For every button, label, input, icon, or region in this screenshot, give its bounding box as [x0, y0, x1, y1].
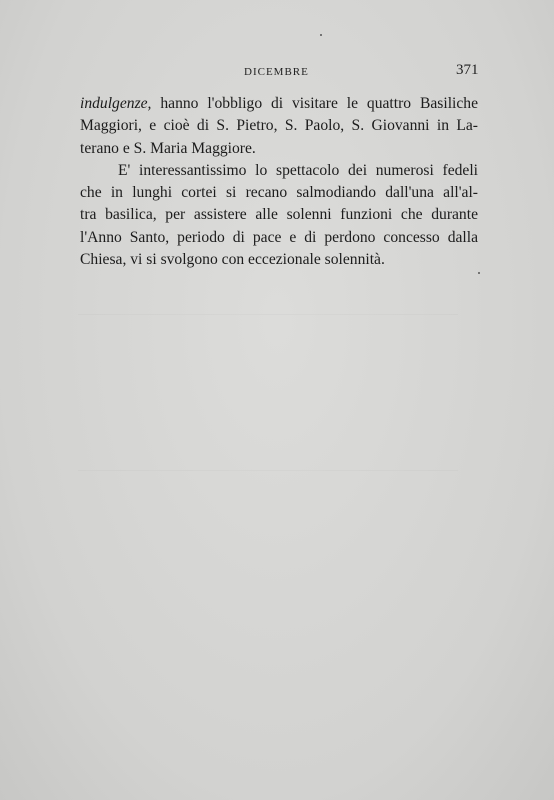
page-number: 371: [456, 62, 479, 78]
text-line: Maggiori, e cioè di S. Pietro, S. Paolo, S. Giovanni in La-: [80, 117, 478, 135]
paragraph-1: [80, 93, 478, 160]
paragraph-2: [80, 160, 478, 271]
italic-word: indulgenze,: [80, 95, 152, 112]
text-line: E' interessantissimo lo spettacolo dei numerosi fedeli: [118, 161, 478, 179]
text-line: terano e S. Maria Maggiore.: [80, 139, 256, 157]
paper-speck: [478, 272, 480, 274]
text-line: tra basilica, per assistere alle solenni funzioni che durante: [80, 206, 478, 224]
text-line: indulgenze, hanno l'obbligo di visitare le quattro Basiliche: [80, 95, 478, 112]
text-line: l'Anno Santo, periodo di pace e di perdono concesso dalla: [80, 228, 478, 246]
paper-speck: [320, 34, 322, 36]
body-text: [80, 93, 478, 271]
text-line: Chiesa, vi si svolgono con eccezionale solennità.: [80, 251, 385, 269]
text-line: che in lunghi cortei si recano salmodiando dall'una all'al-: [80, 184, 478, 202]
running-head: DICEMBRE: [244, 66, 309, 78]
